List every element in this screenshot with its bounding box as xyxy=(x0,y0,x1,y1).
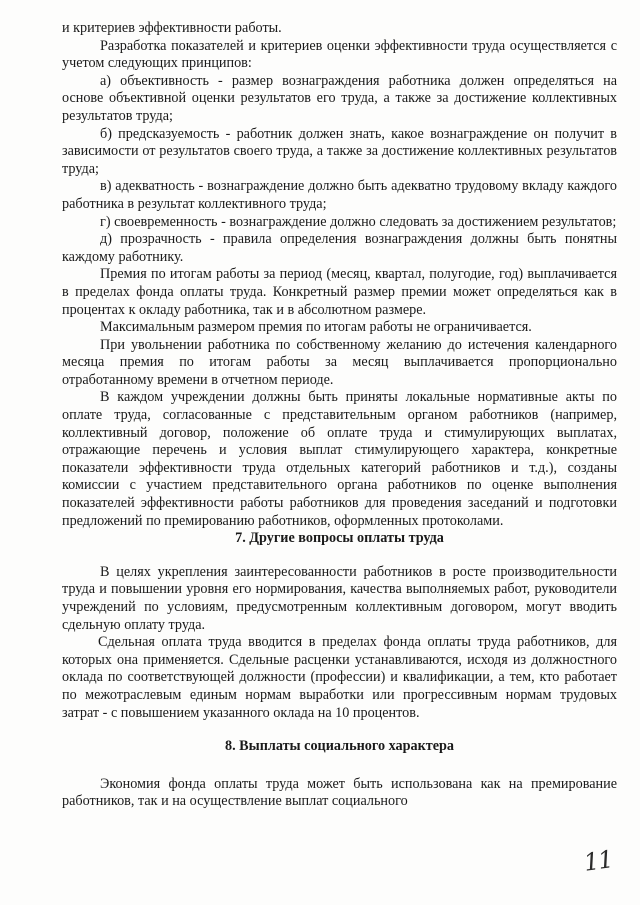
section-7-heading: 7. Другие вопросы оплаты труда xyxy=(235,530,444,547)
document-body xyxy=(62,20,617,811)
paragraph-principle-predictability: б) предсказуемость - работник должен знать, какое вознаграждение он получит в зависимости от результатов своего труда, а также за достижение коллективных результатов труда; xyxy=(62,125,617,177)
paragraph-principle-transparency: д) прозрачность - правила определения вознаграждения должны быть понятны каждому работнику. xyxy=(62,231,617,265)
paragraph-piecework-rates: Сдельная оплата труда вводится в пределах фонда оплаты труда работников, для которых она применяется. Сдельные расценки устанавливаются, исходя из должностного оклада по соответствующей должности (профессии) и квалификации, а тем, кто работает по межотраслевым единым нормам выработки или прогрессивным нормам трудовых затрат - с повышением указанного оклада на 10 процентов. xyxy=(62,634,617,721)
paragraph-principle-adequacy: в) адекватность - вознаграждение должно быть адекватно трудовому вкладу каждого работника в результат коллективного труда; xyxy=(62,178,617,212)
paragraph-fund-savings: Экономия фонда оплаты труда может быть использована как на премирование работников, так и на осуществление выплат социального xyxy=(62,775,617,810)
paragraph-dismissal: При увольнении работника по собственному желанию до истечения календарного месяца премия по итогам работы за месяц выплачивается пропорционально отработанному времени в отчетном периоде. xyxy=(62,336,617,388)
paragraph-principle-timeliness: г) своевременность - вознаграждение должно следовать за достижением результатов; xyxy=(100,213,617,230)
paragraph-local-acts: В каждом учреждении должны быть приняты локальные нормативные акты по оплате труда, согласованные с представительным органом работников (например, коллективный договор, положение об оплате труда и стимулирующих выплатах, отражающие перечень и условия выплат стимулирующего характера, конкретные показатели эффективности труда отдельных категорий работников и т.д.), созданы комиссии с участием представительного органа работников по оценке выполнения показателей эффективности работы работников для проведения заседаний и подготовки предложений по премированию работников, оформленных протоколами. xyxy=(62,389,617,529)
paragraph-principles-intro: Разработка показателей и критериев оценки эффективности труда осуществляется с учетом следующих принципов: xyxy=(62,37,617,72)
handwritten-page-number: 11 xyxy=(582,845,615,877)
section-8-heading: 8. Выплаты социального характера xyxy=(224,738,454,755)
paragraph-criteria-tail: и критериев эффективности работы. xyxy=(62,20,282,36)
paragraph-bonus-period: Премия по итогам работы за период (месяц, квартал, полугодие, год) выплачивается в пределах фонда оплаты труда. Конкретный размер премии может определяться как в процентах к окладу работника, так и в абсолютном размере. xyxy=(62,266,617,318)
paragraph-piecework-intro: В целях укрепления заинтересованности работников в росте производительности труда и повышении уровня его нормирования, качества выполняемых работ, руководители учреждений по условиям, предусмотренным коллективным договором, могут вводить сдельную оплату труда. xyxy=(62,563,617,633)
paragraph-principle-objectivity: а) объективность - размер вознаграждения работника должен определяться на основе объективной оценки результатов его труда, а также за достижение коллективных результатов труда; xyxy=(62,72,617,124)
paragraph-bonus-max: Максимальным размером премия по итогам работы не ограничивается. xyxy=(100,319,532,336)
